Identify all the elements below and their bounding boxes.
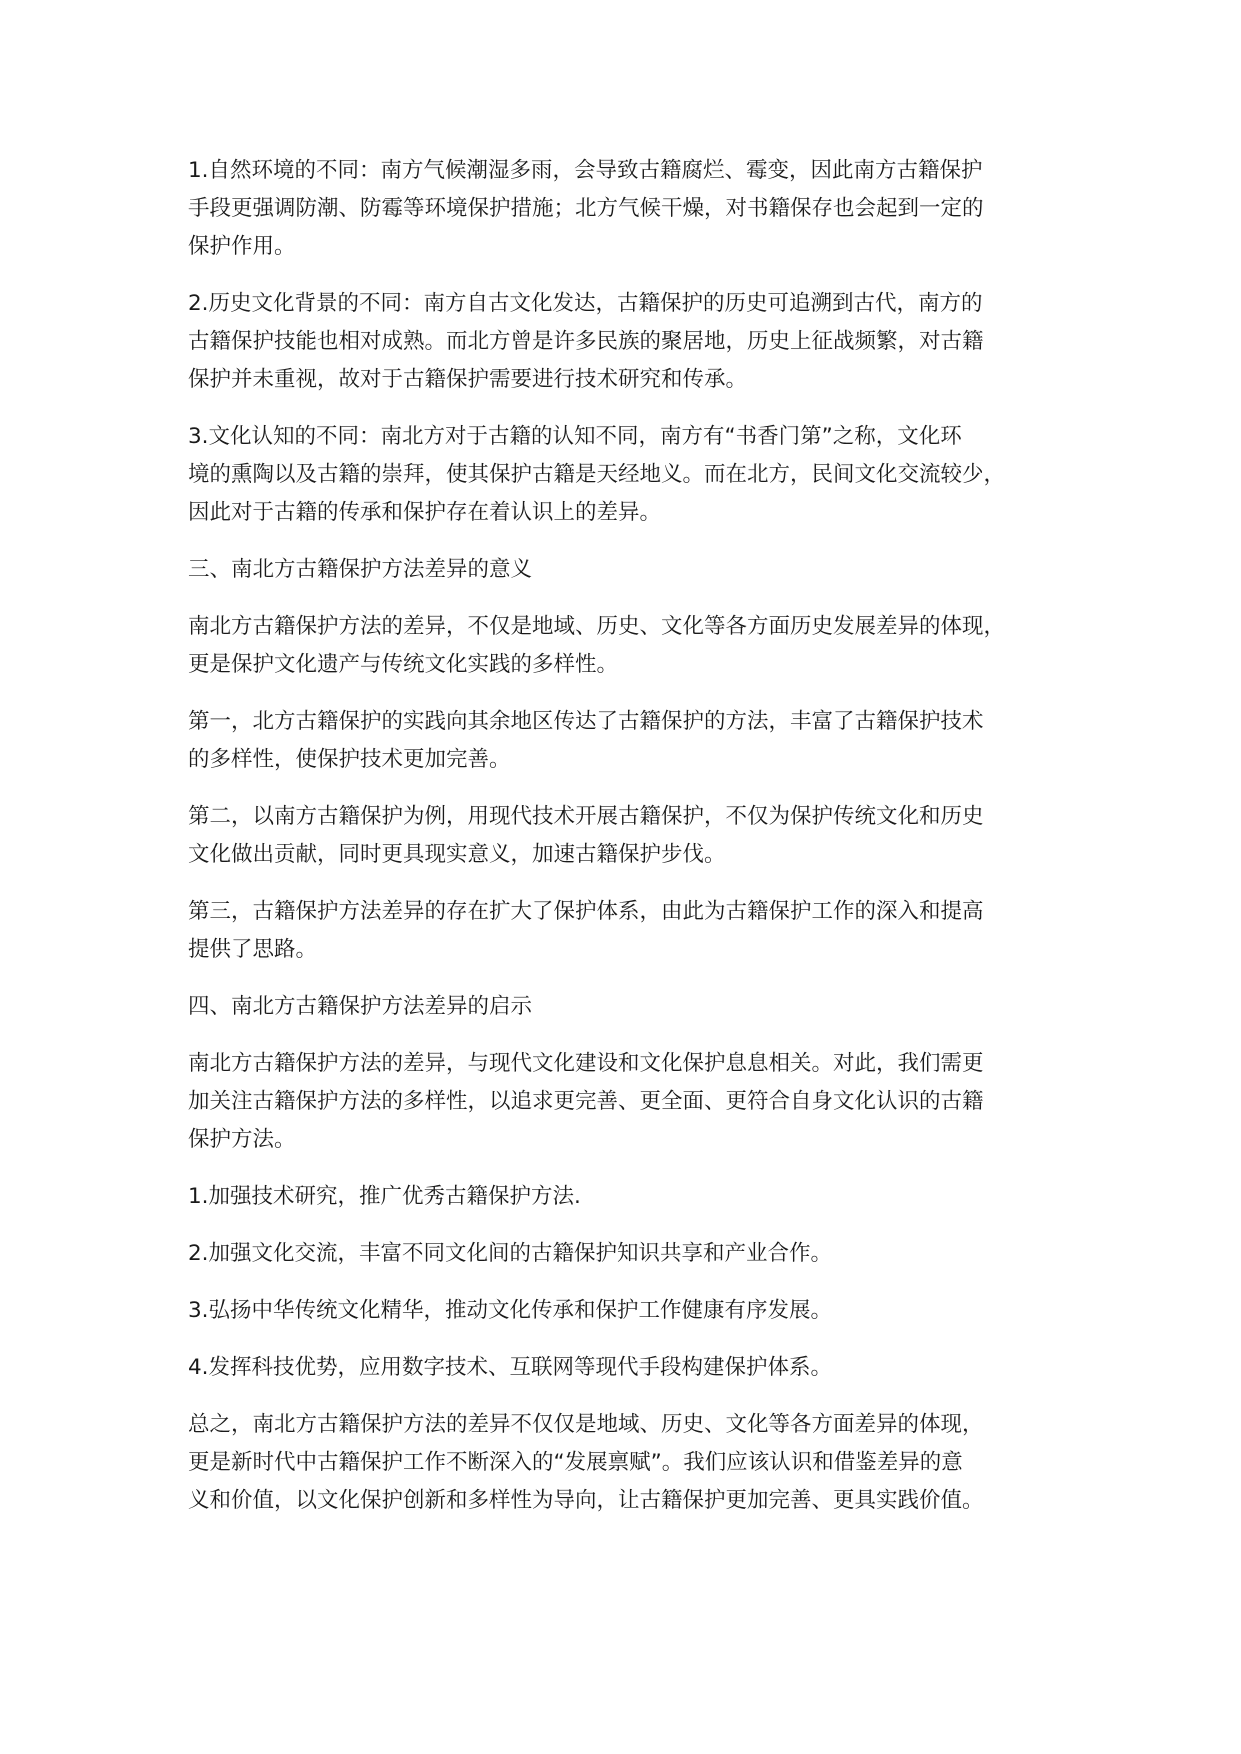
list-item-cultural-exchange: 2.加强文化交流，丰富不同文化间的古籍保护知识共享和产业合作。 [188,1241,833,1266]
paragraph-natural-environment: 1.自然环境的不同：南方气候潮湿多雨，会导致古籍腐烂、霉变，因此南方古籍保护 手段更强调防潮、防霉等环境保护措施；北方气候干燥，对书籍保存也会起到一定的 保护作用。 [188,158,984,259]
paragraph-first-point: 第一，北方古籍保护的实践向其余地区传达了古籍保护的方法，丰富了古籍保护技术 的多样性，使保护技术更加完善。 [188,709,984,772]
section-heading-enlightenment: 四、南北方古籍保护方法差异的启示 [188,994,533,1019]
paragraph-second-point: 第二，以南方古籍保护为例，用现代技术开展古籍保护，不仅为保护传统文化和历史 文化做出贡献，同时更具现实意义，加速古籍保护步伐。 [188,804,984,867]
section-heading-significance: 三、南北方古籍保护方法差异的意义 [188,557,533,582]
paragraph-third-point: 第三，古籍保护方法差异的存在扩大了保护体系，由此为古籍保护工作的深入和提高 提供了思路。 [188,899,984,962]
list-item-tech-advantage: 4.发挥科技优势，应用数字技术、互联网等现代手段构建保护体系。 [188,1355,833,1380]
paragraph-historical-background: 2.历史文化背景的不同：南方自古文化发达，古籍保护的历史可追溯到古代，南方的 古籍保护技能也相对成熟。而北方曾是许多民族的聚居地，历史上征战频繁，对古籍 保护并未重视，故对于古籍保护需要进行技术研究和传承。 [188,291,984,392]
paragraph-conclusion: 总之，南北方古籍保护方法的差异不仅仅是地域、历史、文化等各方面差异的体现， 更是新时代中古籍保护工作不断深入的“发展禀赋”。我们应该认识和借鉴差异的意 义和价值，以文化保护创新和多样性为导向，让古籍保护更加完善、更具实践价值。 [188,1412,984,1513]
list-item-technology-research: 1.加强技术研究，推广优秀古籍保护方法. [188,1184,581,1209]
document-page [188,152,1088,1539]
paragraph-significance-intro: 南北方古籍保护方法的差异，不仅是地域、历史、文化等各方面历史发展差异的体现， 更是保护文化遗产与传统文化实践的多样性。 [188,614,1006,677]
paragraph-enlightenment-intro: 南北方古籍保护方法的差异，与现代文化建设和文化保护息息相关。对此，我们需更 加关注古籍保护方法的多样性，以追求更完善、更全面、更符合自身文化认识的古籍 保护方法。 [188,1051,984,1152]
paragraph-cultural-cognition: 3.文化认知的不同：南北方对于古籍的认知不同，南方有“书香门第”之称，文化环 境的熏陶以及古籍的崇拜，使其保护古籍是天经地义。而在北方，民间文化交流较少， 因此对于古籍的传承和保护存在着认识上的差异。 [188,424,1006,525]
list-item-promote-culture: 3.弘扬中华传统文化精华，推动文化传承和保护工作健康有序发展。 [188,1298,833,1323]
